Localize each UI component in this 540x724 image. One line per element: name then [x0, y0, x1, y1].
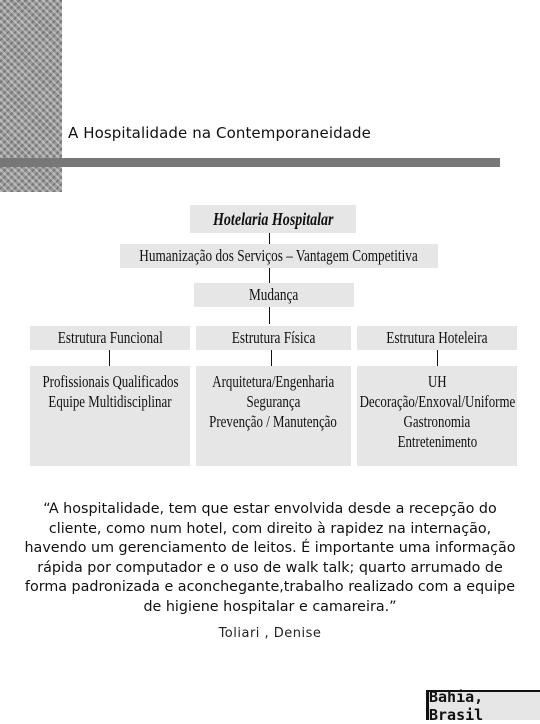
column-header-label: Estrutura Funcional [57, 328, 163, 347]
diagram-root-box [190, 205, 356, 233]
list-item: Arquitetura/Engenharia [212, 372, 335, 391]
column-header-label: Estrutura Hoteleira [386, 328, 488, 347]
diagram-level3-label: Mudança [249, 285, 299, 304]
column-header-label: Estrutura Física [231, 328, 316, 347]
quote-line: “A hospitalidade, tem que estar envolvida desde a recepção do [43, 501, 497, 517]
slide-title: A Hospitalidade na Contemporaneidade [68, 124, 371, 142]
quote-line: de higiene hospitalar e camareira.” [143, 598, 397, 615]
quote-block [6, 500, 534, 618]
title-underline [0, 158, 500, 167]
quote-line: rápida por computador e o uso de walk talk; quarto arrumado de [37, 559, 503, 576]
connector-column2-items [271, 350, 272, 366]
list-item: Prevenção / Manutenção [209, 412, 338, 431]
footer-location [426, 688, 540, 724]
list-item: Equipe Multidisciplinar [48, 392, 172, 411]
diagram-root-label: Hotelaria Hospitalar [212, 208, 334, 229]
list-item: Decoração/Enxoval/Uniforme [359, 392, 515, 411]
quote-line: havendo um gerenciamento de leitos. É importante uma informação [24, 540, 516, 557]
footer-location-label: Bahia, Brasil [429, 688, 484, 724]
column-header-fisica [196, 326, 351, 350]
column-items-hoteleira [357, 366, 517, 466]
diagram-level3-box [194, 283, 354, 307]
list-item: Segurança [246, 392, 301, 411]
connector-level3-columns [269, 307, 270, 324]
connector-root-level2 [269, 233, 270, 244]
quote-line: forma padronizada e aconchegante,trabalho realizado com a equipe [24, 579, 516, 596]
quote-line: cliente, como num hotel, com direito à rapidez na internação, [48, 520, 492, 537]
quote-author: Toliari , Denise [218, 626, 322, 641]
list-item: UH [427, 372, 447, 391]
column-header-hoteleira [357, 326, 517, 350]
list-item: Profissionais Qualificados [42, 372, 179, 391]
connector-level2-level3 [269, 266, 270, 283]
column-items-funcional [30, 366, 190, 466]
diagram-level2-label: Humanização dos Serviços – Vantagem Competitiva [139, 246, 419, 265]
list-item: Gastronomia [403, 412, 471, 431]
connector-column3-items [437, 350, 438, 366]
column-items-fisica [196, 366, 351, 466]
list-item: Entretenimento [397, 432, 477, 451]
column-header-funcional [30, 326, 190, 350]
connector-column1-items [109, 350, 110, 366]
diagram-level2-box [120, 244, 438, 268]
